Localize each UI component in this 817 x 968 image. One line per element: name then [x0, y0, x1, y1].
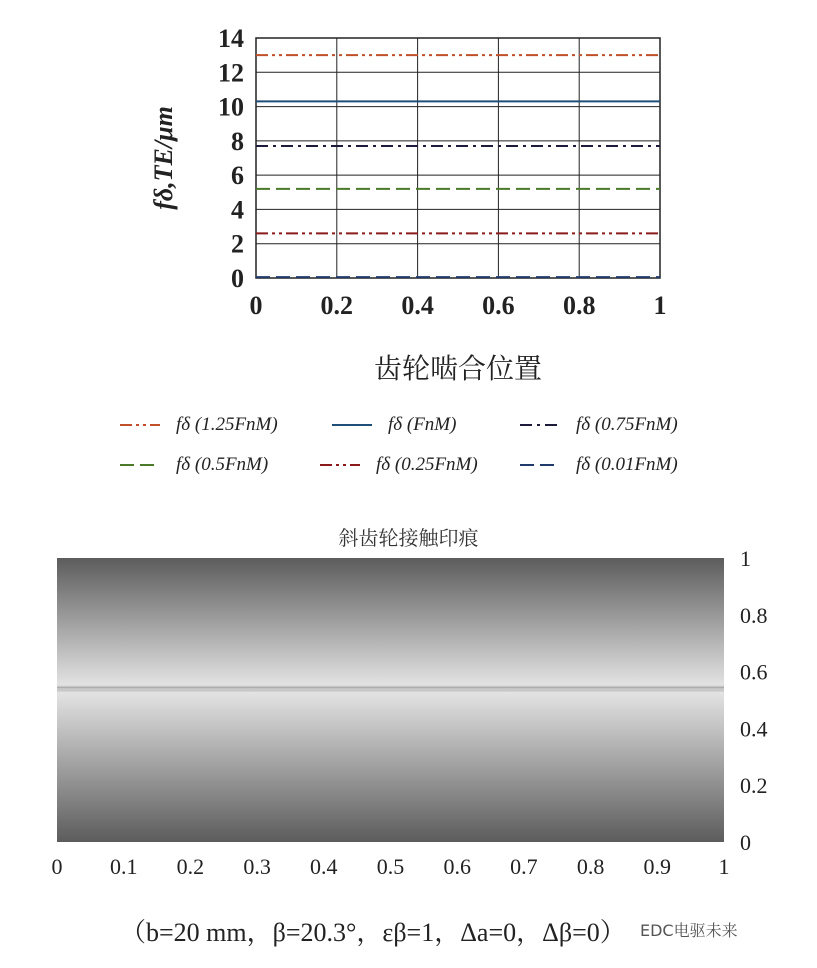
legend-swatch-4 [118, 460, 162, 470]
y-tick-label: 1 [740, 550, 751, 571]
legend-label-6: fδ (0.01FnM) [576, 454, 678, 475]
te-line-chart [0, 0, 817, 400]
watermark: EDC电驱未来 [640, 921, 738, 940]
x-tick-label: 0 [249, 291, 263, 320]
x-tick-label: 0.1 [109, 854, 138, 879]
legend-swatch-6 [518, 460, 562, 470]
legend-item-5 [318, 454, 478, 476]
legend-label-5: fδ (0.25FnM) [376, 454, 478, 475]
y-axis-label: fδ,TE/μm [149, 106, 178, 210]
y-tick-label: 0 [231, 264, 244, 293]
legend-label-1: fδ (1.25FnM) [176, 414, 278, 435]
y-tick-label: 8 [231, 126, 244, 156]
x-tick-label: 0.9 [643, 854, 672, 879]
x-tick-label: 0 [51, 854, 63, 879]
y-tick-label: 0.4 [740, 716, 768, 742]
y-tick-label: 0.6 [740, 659, 768, 685]
y-tick-label: 14 [218, 24, 244, 53]
x-tick-label: 1 [718, 854, 730, 879]
contact-line [57, 686, 724, 692]
legend-item-4 [118, 454, 268, 476]
contact-pattern-title: 斜齿轮接触印痕 [338, 526, 479, 550]
x-tick-label: 0.5 [376, 854, 405, 879]
x-tick-label: 0.4 [401, 291, 434, 320]
legend-swatch-5 [318, 460, 362, 470]
legend-item-2 [330, 414, 456, 436]
y-tick-label: 0 [740, 830, 751, 855]
y-tick-label: 0.8 [740, 602, 768, 628]
legend-item-6 [518, 454, 678, 476]
x-tick-label: 0.6 [482, 291, 515, 320]
legend-swatch-3 [518, 420, 562, 430]
legend-item-3 [518, 414, 678, 436]
plot-frame [256, 38, 660, 278]
x-tick-label: 0.4 [310, 854, 338, 879]
contact-pattern-image [57, 558, 724, 842]
y-tick-label: 0.2 [740, 773, 768, 799]
legend-item-1 [118, 414, 278, 436]
contact-pattern-plot [0, 550, 817, 890]
x-tick-label: 1 [653, 291, 667, 320]
figure-caption: （b=20 mm，β=20.3°，εβ=1，Δa=0，Δβ=0） [120, 918, 626, 947]
x-tick-label: 0.8 [576, 854, 605, 879]
y-tick-label: 12 [218, 58, 244, 88]
x-tick-label: 0.6 [443, 854, 471, 879]
x-tick-label: 0.8 [562, 291, 596, 320]
x-tick-label: 0.2 [320, 291, 354, 320]
legend-label-4: fδ (0.5FnM) [176, 454, 269, 475]
y-tick-label: 4 [231, 195, 244, 225]
x-axis-label: 齿轮啮合位置 [373, 352, 543, 385]
y-tick-label: 6 [231, 161, 244, 191]
x-tick-label: 0.2 [176, 854, 205, 879]
grid [256, 38, 660, 278]
y-tick-label: 10 [218, 92, 244, 122]
x-tick-label: 0.3 [243, 854, 271, 879]
legend-swatch-1 [118, 420, 162, 430]
legend-label-3: fδ (0.75FnM) [576, 414, 678, 435]
y-tick-label: 2 [231, 229, 244, 259]
legend-swatch-2 [330, 420, 374, 430]
x-tick-label: 0.7 [510, 854, 538, 879]
legend-label-2: fδ (FnM) [388, 414, 457, 435]
